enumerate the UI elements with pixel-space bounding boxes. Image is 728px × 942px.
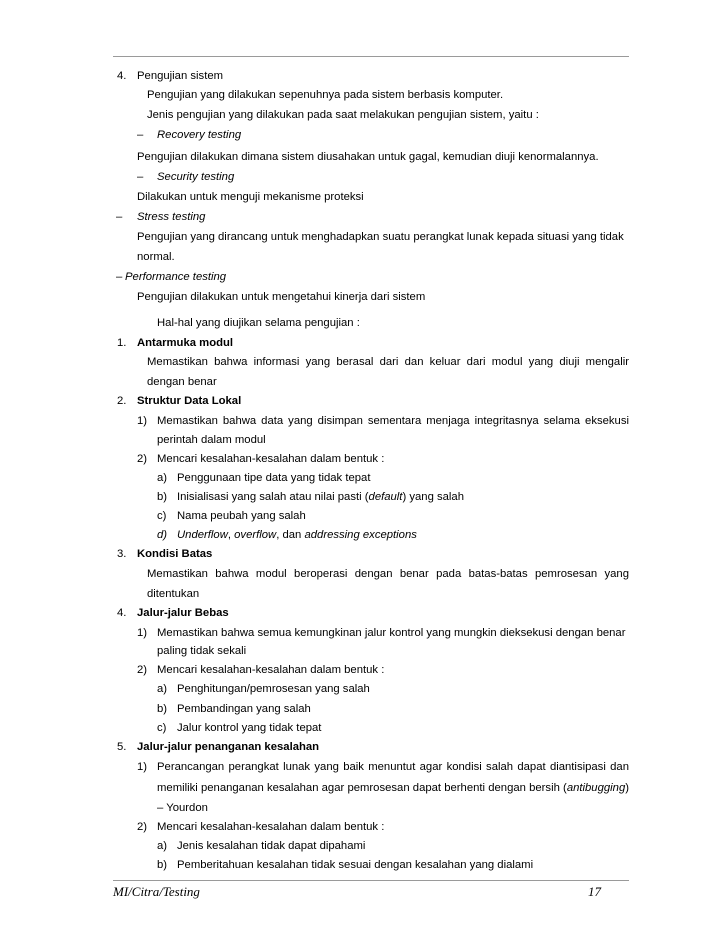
item-title: Kondisi Batas [137,548,213,560]
list-item: Jenis kesalahan tidak dapat dipahami [177,840,366,852]
text-run: overflow [234,529,277,541]
paragraph [157,781,629,795]
letter-label: d) [157,529,168,541]
item-title: Struktur Data Lokal [137,395,242,407]
paragraph: Memastikan bahwa informasi yang berasal dari dan keluar dari modul yang diuji mengalir [147,356,629,368]
text-run: Inisialisasi yang salah atau nilai pasti ( [177,491,369,503]
header-rule [113,56,629,57]
letter-label: a) [157,840,168,852]
list-item: Penggunaan tipe data yang tidak tepat [177,472,371,484]
section-title: Pengujian sistem [137,70,224,82]
dash-bullet: – [116,271,123,283]
letter-label: b) [157,703,168,715]
intro-text: Hal-hal yang diujikan selama pengujian : [157,317,360,329]
list-item [177,490,464,504]
item-title: Jalur-jalur Bebas [137,607,229,619]
paragraph: Memastikan bahwa modul beroperasi dengan benar pada batas-batas pemrosesan yang [147,568,629,580]
term-performance-testing: Performance testing [125,271,227,283]
sub-number: 2) [137,453,148,465]
paragraph: ditentukan [147,588,200,600]
text-run: antibugging [566,782,626,794]
list-number: 5. [117,741,127,753]
letter-label: b) [157,491,168,503]
text-run: Underflow [177,529,228,541]
paragraph: Pengujian dilakukan dimana sistem diusahakan untuk gagal, kemudian diuji kenormalannya. [137,151,599,163]
paragraph: Perancangan perangkat lunak yang baik menuntut agar kondisi salah dapat diantisipasi dan [157,761,629,773]
sub-number: 1) [137,761,148,773]
text-run: ) [625,782,629,794]
sub-number: 2) [137,664,148,676]
list-item: Nama peubah yang salah [177,510,306,522]
paragraph: normal. [137,251,175,263]
paragraph: Jenis pengujian yang dilakukan pada saat melakukan pengujian sistem, yaitu : [147,109,539,121]
letter-label: b) [157,859,168,871]
letter-label: a) [157,472,168,484]
paragraph: Pengujian yang dilakukan sepenuhnya pada sistem berbasis komputer. [147,89,504,101]
footer-text: MI/Citra/Testing [113,884,200,899]
paragraph: Memastikan bahwa data yang disimpan sementara menjaga integritasnya selama eksekusi [157,415,629,427]
paragraph: Pengujian yang dirancang untuk menghadapkan suatu perangkat lunak kepada situasi yang tidak [137,231,624,243]
list-number: 3. [117,548,127,560]
list-item [177,528,417,542]
term-recovery-testing: Recovery testing [157,129,242,141]
list-number: 4. [117,70,127,82]
page-number: 17 [588,884,601,899]
text-run: , [227,529,235,541]
list-item: Pembandingan yang salah [177,703,311,715]
list-number: 1. [117,337,127,349]
paragraph: paling tidak sekali [157,645,247,657]
list-item: Pemberitahuan kesalahan tidak sesuai dengan kesalahan yang dialami [177,859,534,871]
paragraph: perintah dalam modul [157,434,266,446]
sub-number: 1) [137,627,148,639]
dash-bullet: – [137,171,144,183]
text-run: , dan [276,529,305,541]
list-item: Jalur kontrol yang tidak tepat [177,722,322,734]
dash-bullet: – [137,129,144,141]
text-run: default [368,491,403,503]
paragraph: Pengujian dilakukan untuk mengetahui kinerja dari sistem [137,291,426,303]
paragraph: – Yourdon [157,802,208,814]
paragraph: Dilakukan untuk menguji mekanisme proteksi [137,191,364,203]
footer-rule [113,880,629,881]
paragraph: dengan benar [147,376,217,388]
sub-number: 2) [137,821,148,833]
item-title: Antarmuka modul [137,337,234,349]
dash-bullet: – [116,211,123,223]
text-run: addressing exceptions [304,529,417,541]
paragraph: Mencari kesalahan-kesalahan dalam bentuk : [157,821,385,833]
letter-label: a) [157,683,168,695]
paragraph: Mencari kesalahan-kesalahan dalam bentuk : [157,664,385,676]
text-run: memiliki penanganan kesalahan agar pemrosesan dapat berhenti dengan bersih ( [157,782,567,794]
term-stress-testing: Stress testing [137,211,206,223]
sub-number: 1) [137,415,148,427]
letter-label: c) [157,722,167,734]
list-number: 2. [117,395,127,407]
letter-label: c) [157,510,167,522]
list-item: Penghitungan/pemrosesan yang salah [177,683,370,695]
paragraph: Mencari kesalahan-kesalahan dalam bentuk : [157,453,385,465]
paragraph: Memastikan bahwa semua kemungkinan jalur kontrol yang mungkin dieksekusi dengan benar [157,627,626,639]
item-title: Jalur-jalur penanganan kesalahan [137,741,320,753]
list-number: 4. [117,607,127,619]
term-security-testing: Security testing [157,171,235,183]
text-run: ) yang salah [402,491,464,503]
